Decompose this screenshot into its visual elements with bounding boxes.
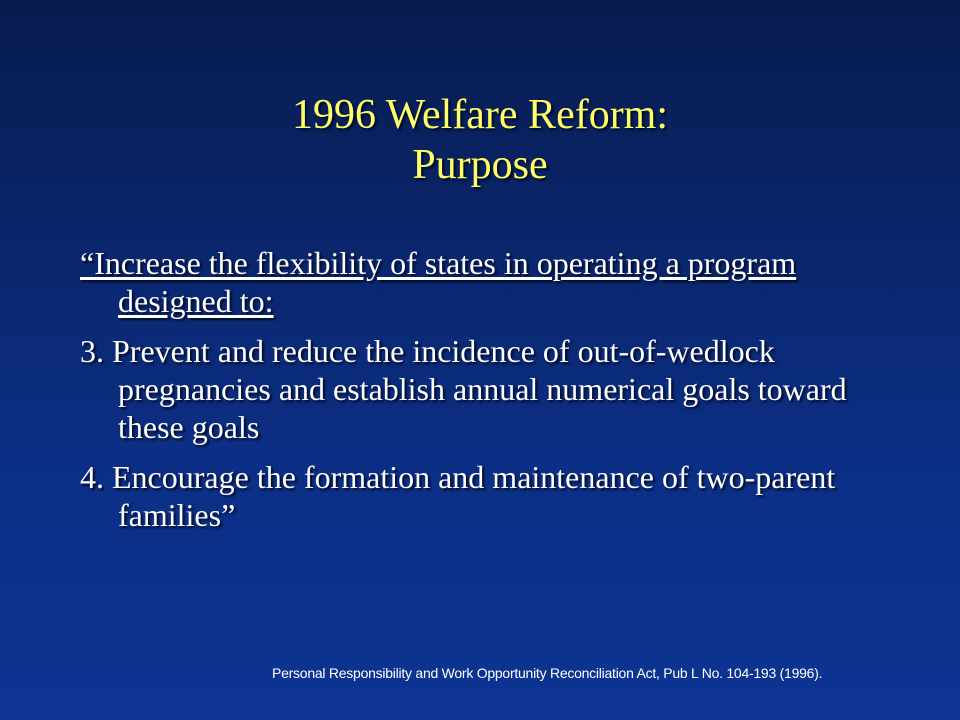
- slide-title: [150, 90, 810, 190]
- point-4: 4. Encourage the formation and maintenance of two-parent families”: [80, 459, 836, 533]
- title-line-2: Purpose: [412, 142, 548, 188]
- point-3: 3. Prevent and reduce the incidence of out-of-wedlock pregnancies and establish annual numerical goals toward these goals: [80, 333, 847, 445]
- citation: Personal Responsibility and Work Opportunity Reconciliation Act, Pub L No. 104-193 (1996).: [272, 665, 823, 681]
- slide-body: [80, 244, 910, 546]
- title-line-1: 1996 Welfare Reform:: [291, 92, 669, 138]
- intro-quote: “Increase the flexibility of states in operating a program designed to:: [80, 245, 797, 319]
